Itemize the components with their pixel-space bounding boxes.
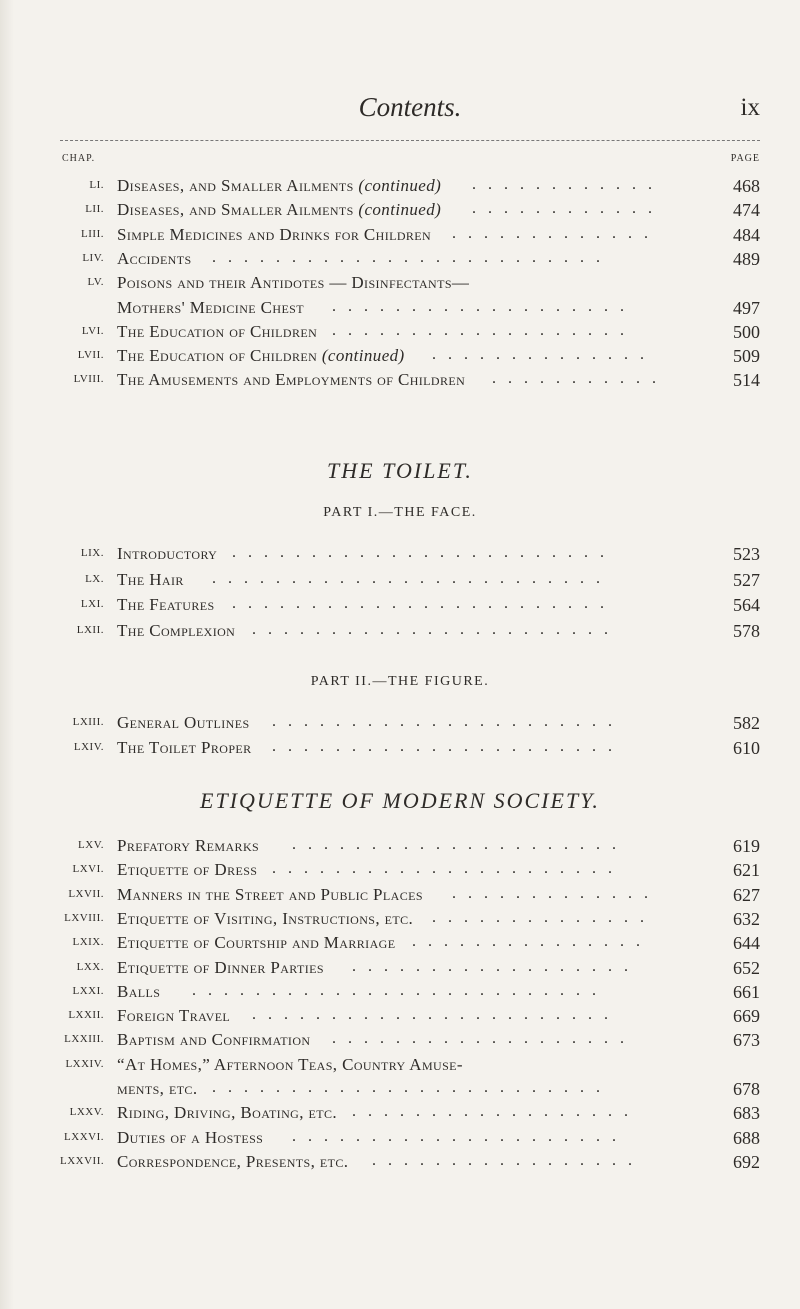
contents-entry [0,738,800,762]
chapter-page: 582 [733,713,760,733]
leader-dots: ................... [332,321,636,339]
contents-entry [0,370,800,394]
leader-dots: .............. [432,908,656,926]
leader-dots: ....................... [252,620,620,638]
leader-dots: ......................... [212,569,612,587]
chapter-page: 621 [733,860,760,881]
leader-dots: ............ [472,176,664,193]
contents-entry [0,1055,800,1079]
chapter-title: Poisons and their Antidotes — Disinfectants— [117,273,470,293]
chapter-title: Baptism and Confirmation [117,1030,311,1050]
chapter-page: 619 [733,836,760,856]
chapter-title: The Hair [117,569,184,589]
contents-entry [0,909,800,933]
leader-dots: ........... [492,370,668,388]
chapter-number: LXXIV. [65,1057,104,1070]
contents-entry [0,885,800,909]
chapter-page: 632 [733,908,760,929]
chapter-title: General Outlines [117,713,250,732]
page-header [60,92,760,132]
header-rule [60,140,760,141]
chapter-page: 474 [733,200,760,221]
leader-dots: .......................... [192,981,608,999]
part2-title: PART II.—THE FIGURE. [310,674,490,689]
chapter-number: LII. [85,203,104,216]
chapter-page: 661 [733,981,760,1002]
leader-dots: .................. [352,957,640,975]
chapter-page: 509 [733,346,760,367]
chapter-page: 692 [733,1151,760,1172]
contents-entry [0,860,800,884]
chapter-title: The Education of Children [117,321,318,341]
leader-dots: ............ [472,200,664,218]
toilet-section-title: THE TOILET. [327,458,473,483]
chapter-title: Diseases, and Smaller Ailments (continued) [117,200,442,220]
leader-dots: ............. [452,224,660,242]
chapter-page: 683 [733,1103,760,1124]
chapter-number: LXXI. [72,984,104,997]
chapter-page: 468 [733,176,760,196]
chapter-title: Introductory [117,544,218,563]
contents-entry [0,1128,800,1152]
chapter-number: LXXVI. [64,1130,104,1143]
chapter-page: 644 [733,933,760,954]
leader-dots: ..................... [292,1127,628,1145]
chapter-number: LIII. [81,227,104,240]
leader-dots: ........................ [232,595,616,612]
part1-title: PART I.—THE FACE. [323,505,477,520]
contents-entry [0,1079,800,1103]
leader-dots: ....................... [252,1006,620,1024]
chapter-number: LVI. [81,324,104,337]
chapter-page: 523 [733,544,760,564]
leader-dots: ................... [332,297,636,315]
chapter-number: LXXVII. [60,1154,105,1167]
chapter-number: LXXIII. [64,1033,104,1046]
chapter-number: LIX. [80,547,104,559]
chapter-number: LXIII. [72,716,104,728]
chapter-title: Accidents [117,248,192,268]
contents-entry [0,933,800,957]
chapter-page: 564 [733,595,760,615]
chapter-page: 514 [733,370,760,391]
leader-dots: ......................... [212,1079,612,1096]
chapter-number: LXVI. [72,863,104,876]
chapter-page: 673 [733,1030,760,1051]
leader-dots: ......................... [212,248,612,266]
chapter-title: “At Homes,” Afternoon Teas, Country Amuse- [117,1054,463,1074]
page-number: ix [740,94,760,121]
chapter-title: Etiquette of Dinner Parties [117,957,324,977]
contents-entry [0,200,800,224]
chapter-title: Correspondence, Presents, etc. [117,1151,349,1171]
chapter-number: LXIX. [72,936,104,949]
chapter-page: 688 [733,1127,760,1148]
chapter-note: (continued) [353,176,442,195]
page-title: Contents. [358,92,462,122]
chapter-title: Foreign Travel [117,1006,231,1026]
chapter-page: 578 [733,620,760,641]
chapter-title: Etiquette of Courtship and Marriage [117,933,396,953]
chapter-page: 627 [733,884,760,905]
chapter-title: Duties of a Hostess [117,1127,264,1147]
leader-dots: ...................... [272,860,624,878]
chap-column-header: CHAP. [62,153,96,164]
leader-dots: ...................... [272,713,624,730]
chapter-page: 678 [733,1079,760,1099]
contents-entry [0,346,800,370]
leader-dots: ........................ [232,544,616,561]
chapter-number: LI. [89,179,104,191]
chapter-title: The Education of Children (continued) [117,346,405,366]
contents-entry [0,1006,800,1030]
chapter-title: The Complexion [117,620,236,640]
contents-entry [0,621,800,645]
chapter-title: Diseases, and Smaller Ailments (continued) [117,176,442,195]
contents-entry [0,958,800,982]
chapter-page: 500 [733,321,760,342]
chapter-number: LXXII. [68,1009,104,1022]
etiquette-section-title: ETIQUETTE OF MODERN SOCIETY. [200,788,600,813]
chapter-title: Etiquette of Visiting, Instructions, etc. [117,908,414,928]
leader-dots: .............. [432,346,656,364]
chapter-number: LVII. [77,349,104,362]
chapter-page: 484 [733,224,760,245]
chapter-title: Mothers' Medicine Chest [117,297,304,317]
chapter-page: 489 [733,248,760,269]
chapter-number: LIV. [82,251,104,264]
chapter-page: 652 [733,957,760,978]
contents-entry [0,249,800,273]
chapter-number: LXV. [78,839,104,851]
chapter-number: LXII. [76,623,104,636]
chapter-number: LXX. [76,960,104,973]
contents-entry [0,982,800,1006]
leader-dots: ............. [452,884,660,902]
chapter-title: ments, etc. [117,1079,198,1098]
chapter-number: LXI. [80,598,104,610]
chapter-number: LX. [85,572,104,585]
contents-entry [0,595,800,619]
chapter-page: 669 [733,1006,760,1027]
contents-entry [0,544,800,568]
chapter-note: (continued) [353,200,442,220]
chapter-number: LXVII. [68,887,104,900]
chapter-title: Prefatory Remarks [117,836,260,855]
leader-dots: ..................... [292,836,628,853]
contents-entry [0,1103,800,1127]
chapter-title: Balls [117,981,161,1001]
contents-entry [0,322,800,346]
chapter-number: LVIII. [73,373,104,386]
contents-entry [0,298,800,322]
contents-entry [0,570,800,594]
chapter-title: The Amusements and Employments of Children [117,370,466,390]
contents-entry [0,713,800,737]
chapter-number: LXIV. [73,741,104,753]
chapter-title: The Toilet Proper [117,738,252,757]
page-column-header: PAGE [730,153,760,164]
chapter-number: LXXV. [69,1106,104,1119]
chapter-title: Riding, Driving, Boating, etc. [117,1103,338,1123]
chapter-title: Manners in the Street and Public Places [117,884,423,904]
chapter-page: 527 [733,569,760,590]
leader-dots: ................. [372,1151,644,1169]
chapter-note: (continued) [317,346,405,366]
contents-entry [0,836,800,860]
chapter-number: LXVIII. [64,911,104,924]
chapter-title: The Features [117,595,215,614]
leader-dots: .................. [352,1103,640,1121]
chapter-title: Etiquette of Dress [117,860,258,880]
leader-dots: ...................... [272,738,624,755]
chapter-number: LV. [87,276,104,289]
contents-entry [0,273,800,297]
contents-entry [0,225,800,249]
chapter-title: Simple Medicines and Drinks for Children [117,224,432,244]
leader-dots: ............... [412,933,652,951]
contents-entry [0,1030,800,1054]
contents-entry [0,176,800,200]
leader-dots: ................... [332,1030,636,1048]
contents-entry [0,1152,800,1176]
chapter-page: 497 [733,297,760,318]
chapter-page: 610 [733,738,760,758]
